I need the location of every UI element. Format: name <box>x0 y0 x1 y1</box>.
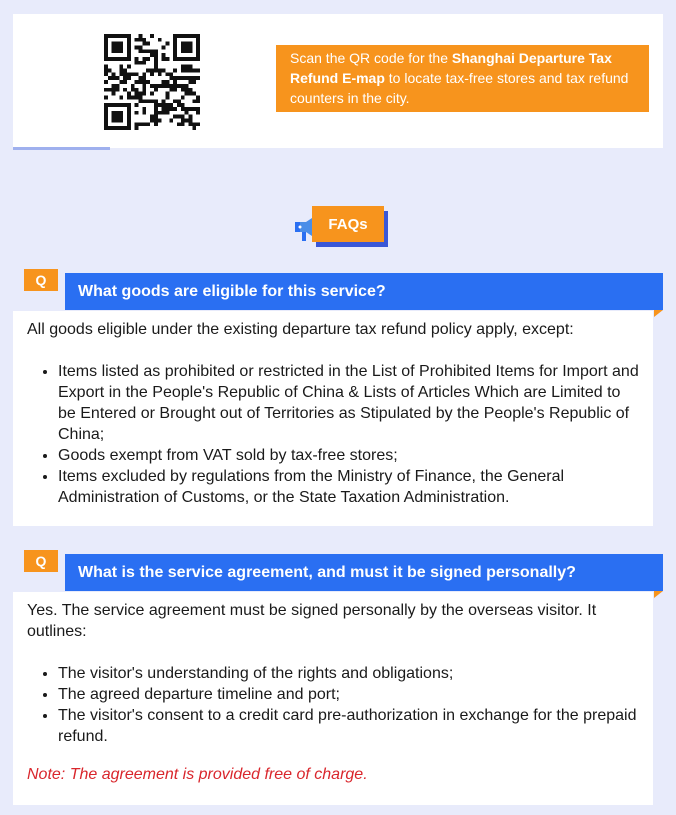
answer-panel <box>13 592 653 805</box>
list-item: • The visitor's understanding of the rights and obligations; <box>58 663 639 684</box>
qr-banner-emap-name: Shanghai Departure Tax Refund E-map <box>290 50 612 86</box>
answer-intro: Yes. The service agreement must be signed personally by the overseas visitor. It outlines: <box>27 602 597 640</box>
answer-list <box>27 663 639 747</box>
qr-banner-suffix: to locate tax-free stores and tax refund counters in the city. <box>290 70 629 106</box>
faq-item-goods-eligibility <box>13 269 663 527</box>
list-item: • Goods exempt from VAT sold by tax-free stores; <box>58 445 639 466</box>
qr-info-banner <box>276 45 649 112</box>
qr-banner-prefix: Scan the QR code for the <box>290 50 452 66</box>
question-badge: Q <box>24 550 58 572</box>
question-heading: What is the service agreement, and must it be signed personally? <box>65 554 663 591</box>
list-item: • Items listed as prohibited or restricted in the List of Prohibited Items for Import and Export in the People's Republic of China & Lists of Articles Which are Limited to be Entered or Brought out of Territories as Stipulated by the People's Republic of China; <box>58 361 639 445</box>
qr-card-underline <box>13 147 110 150</box>
qr-code-image[interactable] <box>104 34 200 130</box>
question-heading: What goods are eligible for this service? <box>65 273 663 310</box>
list-item: • The visitor's consent to a credit card pre-authorization in exchange for the prepaid refund. <box>58 705 639 747</box>
faqs-tag: FAQs <box>312 206 384 242</box>
list-item: • The agreed departure timeline and port; <box>58 684 639 705</box>
faqs-header <box>292 200 392 252</box>
question-bar-fold <box>654 310 663 317</box>
answer-intro: All goods eligible under the existing departure tax refund policy apply, except: <box>27 321 574 338</box>
question-bar-fold <box>654 591 663 598</box>
answer-list <box>27 361 639 508</box>
faq-item-service-agreement <box>13 550 663 805</box>
answer-panel <box>13 311 653 526</box>
agreement-note: Note: The agreement is provided free of charge. <box>27 766 368 783</box>
list-item: • Items excluded by regulations from the Ministry of Finance, the General Administration of Customs, or the State Taxation Administration. <box>58 466 639 508</box>
question-badge: Q <box>24 269 58 291</box>
